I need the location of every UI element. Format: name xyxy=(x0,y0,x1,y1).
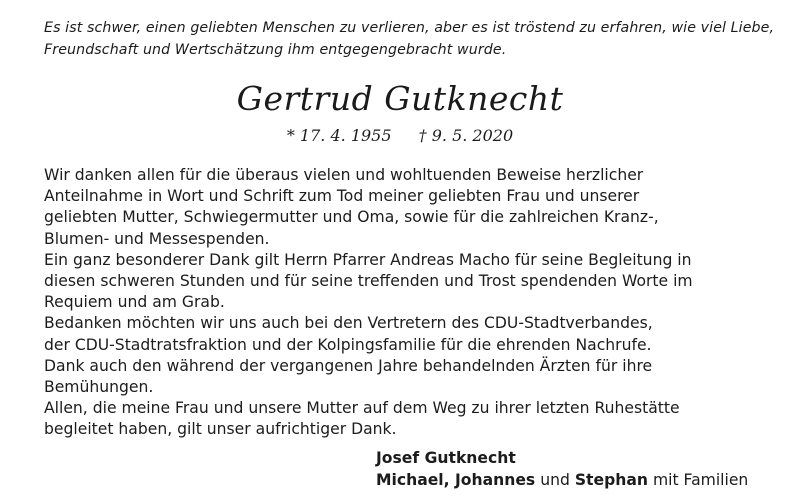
death-date: † 9. 5. 2020 xyxy=(418,126,514,145)
family-suffix: mit Familien xyxy=(652,470,749,489)
signature-line-1 xyxy=(376,448,748,470)
body-line: Allen, die meine Frau und unsere Mutter auf dem Weg zu ihrer letzten Ruhestätte xyxy=(44,399,680,418)
body-line: Requiem und am Grab. xyxy=(44,293,225,312)
body-line: begleitet haben, gilt unser aufrichtiger Dank. xyxy=(44,420,397,439)
body-line: geliebten Mutter, Schwiegermutter und Oma, sowie für die zahlreichen Kranz-, xyxy=(44,208,659,227)
body-line: Anteilnahme in Wort und Schrift zum Tod meiner geliebten Frau und unserer xyxy=(44,187,640,206)
intro-line-2: Freundschaft und Wertschätzung ihm entgegengebracht wurde. xyxy=(44,42,507,58)
intro-quote xyxy=(44,17,774,61)
husband-name: Josef Gutknecht xyxy=(376,449,516,467)
intro-line-1: Es ist schwer, einen geliebten Menschen zu verlieren, aber es ist tröstend zu erfahren, wie viel Liebe, xyxy=(44,20,775,36)
body-line: diesen schweren Stunden und für seine treffenden und Trost spendenden Worte im xyxy=(44,272,693,291)
deceased-name: Gertrud Gutknecht xyxy=(236,79,564,118)
body-line: Dank auch den während der vergangenen Jahre behandelnden Ärzten für ihre xyxy=(44,356,653,375)
signature-block xyxy=(376,448,748,491)
body-line: Bemühungen. xyxy=(44,378,154,397)
birth-date: * 17. 4. 1955 xyxy=(286,126,392,145)
body-line: der CDU-Stadtratsfraktion und der Kolpingsfamilie für die ehrenden Nachrufe. xyxy=(44,335,652,354)
last-child-name: Stephan xyxy=(574,470,648,489)
signature-line-2 xyxy=(376,470,748,492)
life-dates xyxy=(0,124,800,148)
body-line: Blumen- und Messespenden. xyxy=(44,229,270,248)
body-line: Ein ganz besonderer Dank gilt Herrn Pfarrer Andreas Macho für seine Begleitung in xyxy=(44,250,692,269)
body-line: Wir danken allen für die überaus vielen und wohltuenden Beweise herzlicher xyxy=(44,166,644,184)
children-names: Michael, Johannes xyxy=(376,470,536,489)
body-line: Bedanken möchten wir uns auch bei den Vertretern des CDU-Stadtverbandes, xyxy=(44,314,653,333)
thanks-text xyxy=(44,165,774,441)
conjunction: und xyxy=(540,470,570,489)
